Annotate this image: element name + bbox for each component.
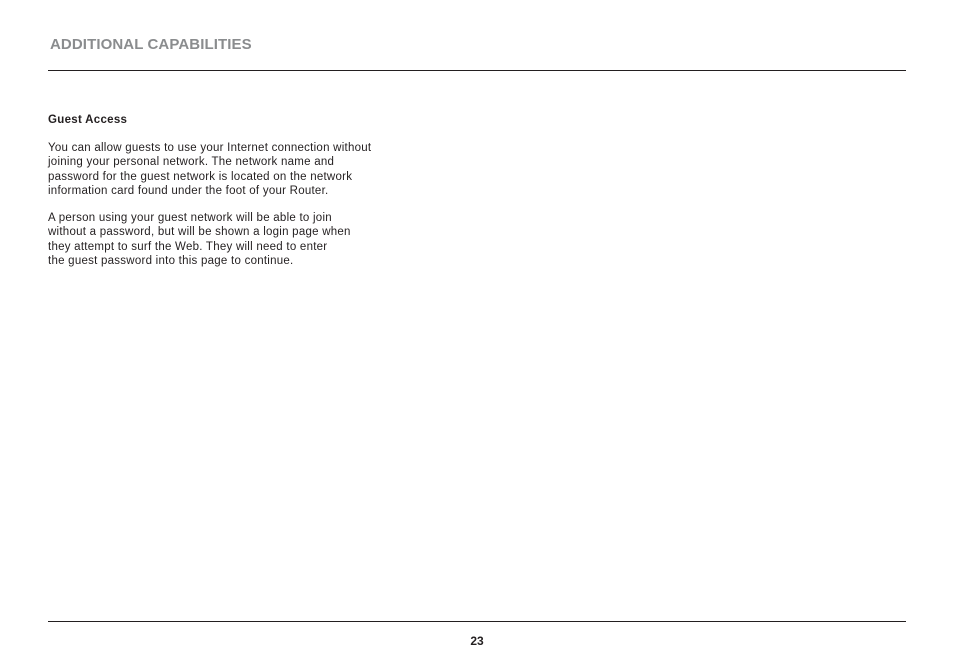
paragraph-guest-login bbox=[48, 211, 428, 268]
paragraph-line: the guest password into this page to continue. bbox=[48, 255, 294, 268]
paragraph-line: without a password, but will be shown a login page when bbox=[48, 226, 351, 239]
paragraph-line: joining your personal network. The network name and bbox=[48, 156, 335, 169]
paragraph-line: they attempt to surf the Web. They will need to enter bbox=[48, 240, 328, 253]
section-heading: Guest Access bbox=[48, 114, 128, 126]
page-number: 23 bbox=[470, 634, 484, 648]
paragraph-guest-access-intro bbox=[48, 141, 428, 198]
footer-divider bbox=[48, 621, 906, 622]
page-header-title: ADDITIONAL CAPABILITIES bbox=[50, 36, 252, 53]
paragraph-line: password for the guest network is located on the network bbox=[48, 170, 353, 183]
paragraph-line: You can allow guests to use your Internet connection without bbox=[48, 142, 372, 154]
paragraph-line: information card found under the foot of your Router. bbox=[48, 184, 329, 197]
paragraph-line: A person using your guest network will be able to join bbox=[48, 212, 332, 225]
header-divider bbox=[48, 70, 906, 71]
main-content bbox=[48, 113, 428, 268]
